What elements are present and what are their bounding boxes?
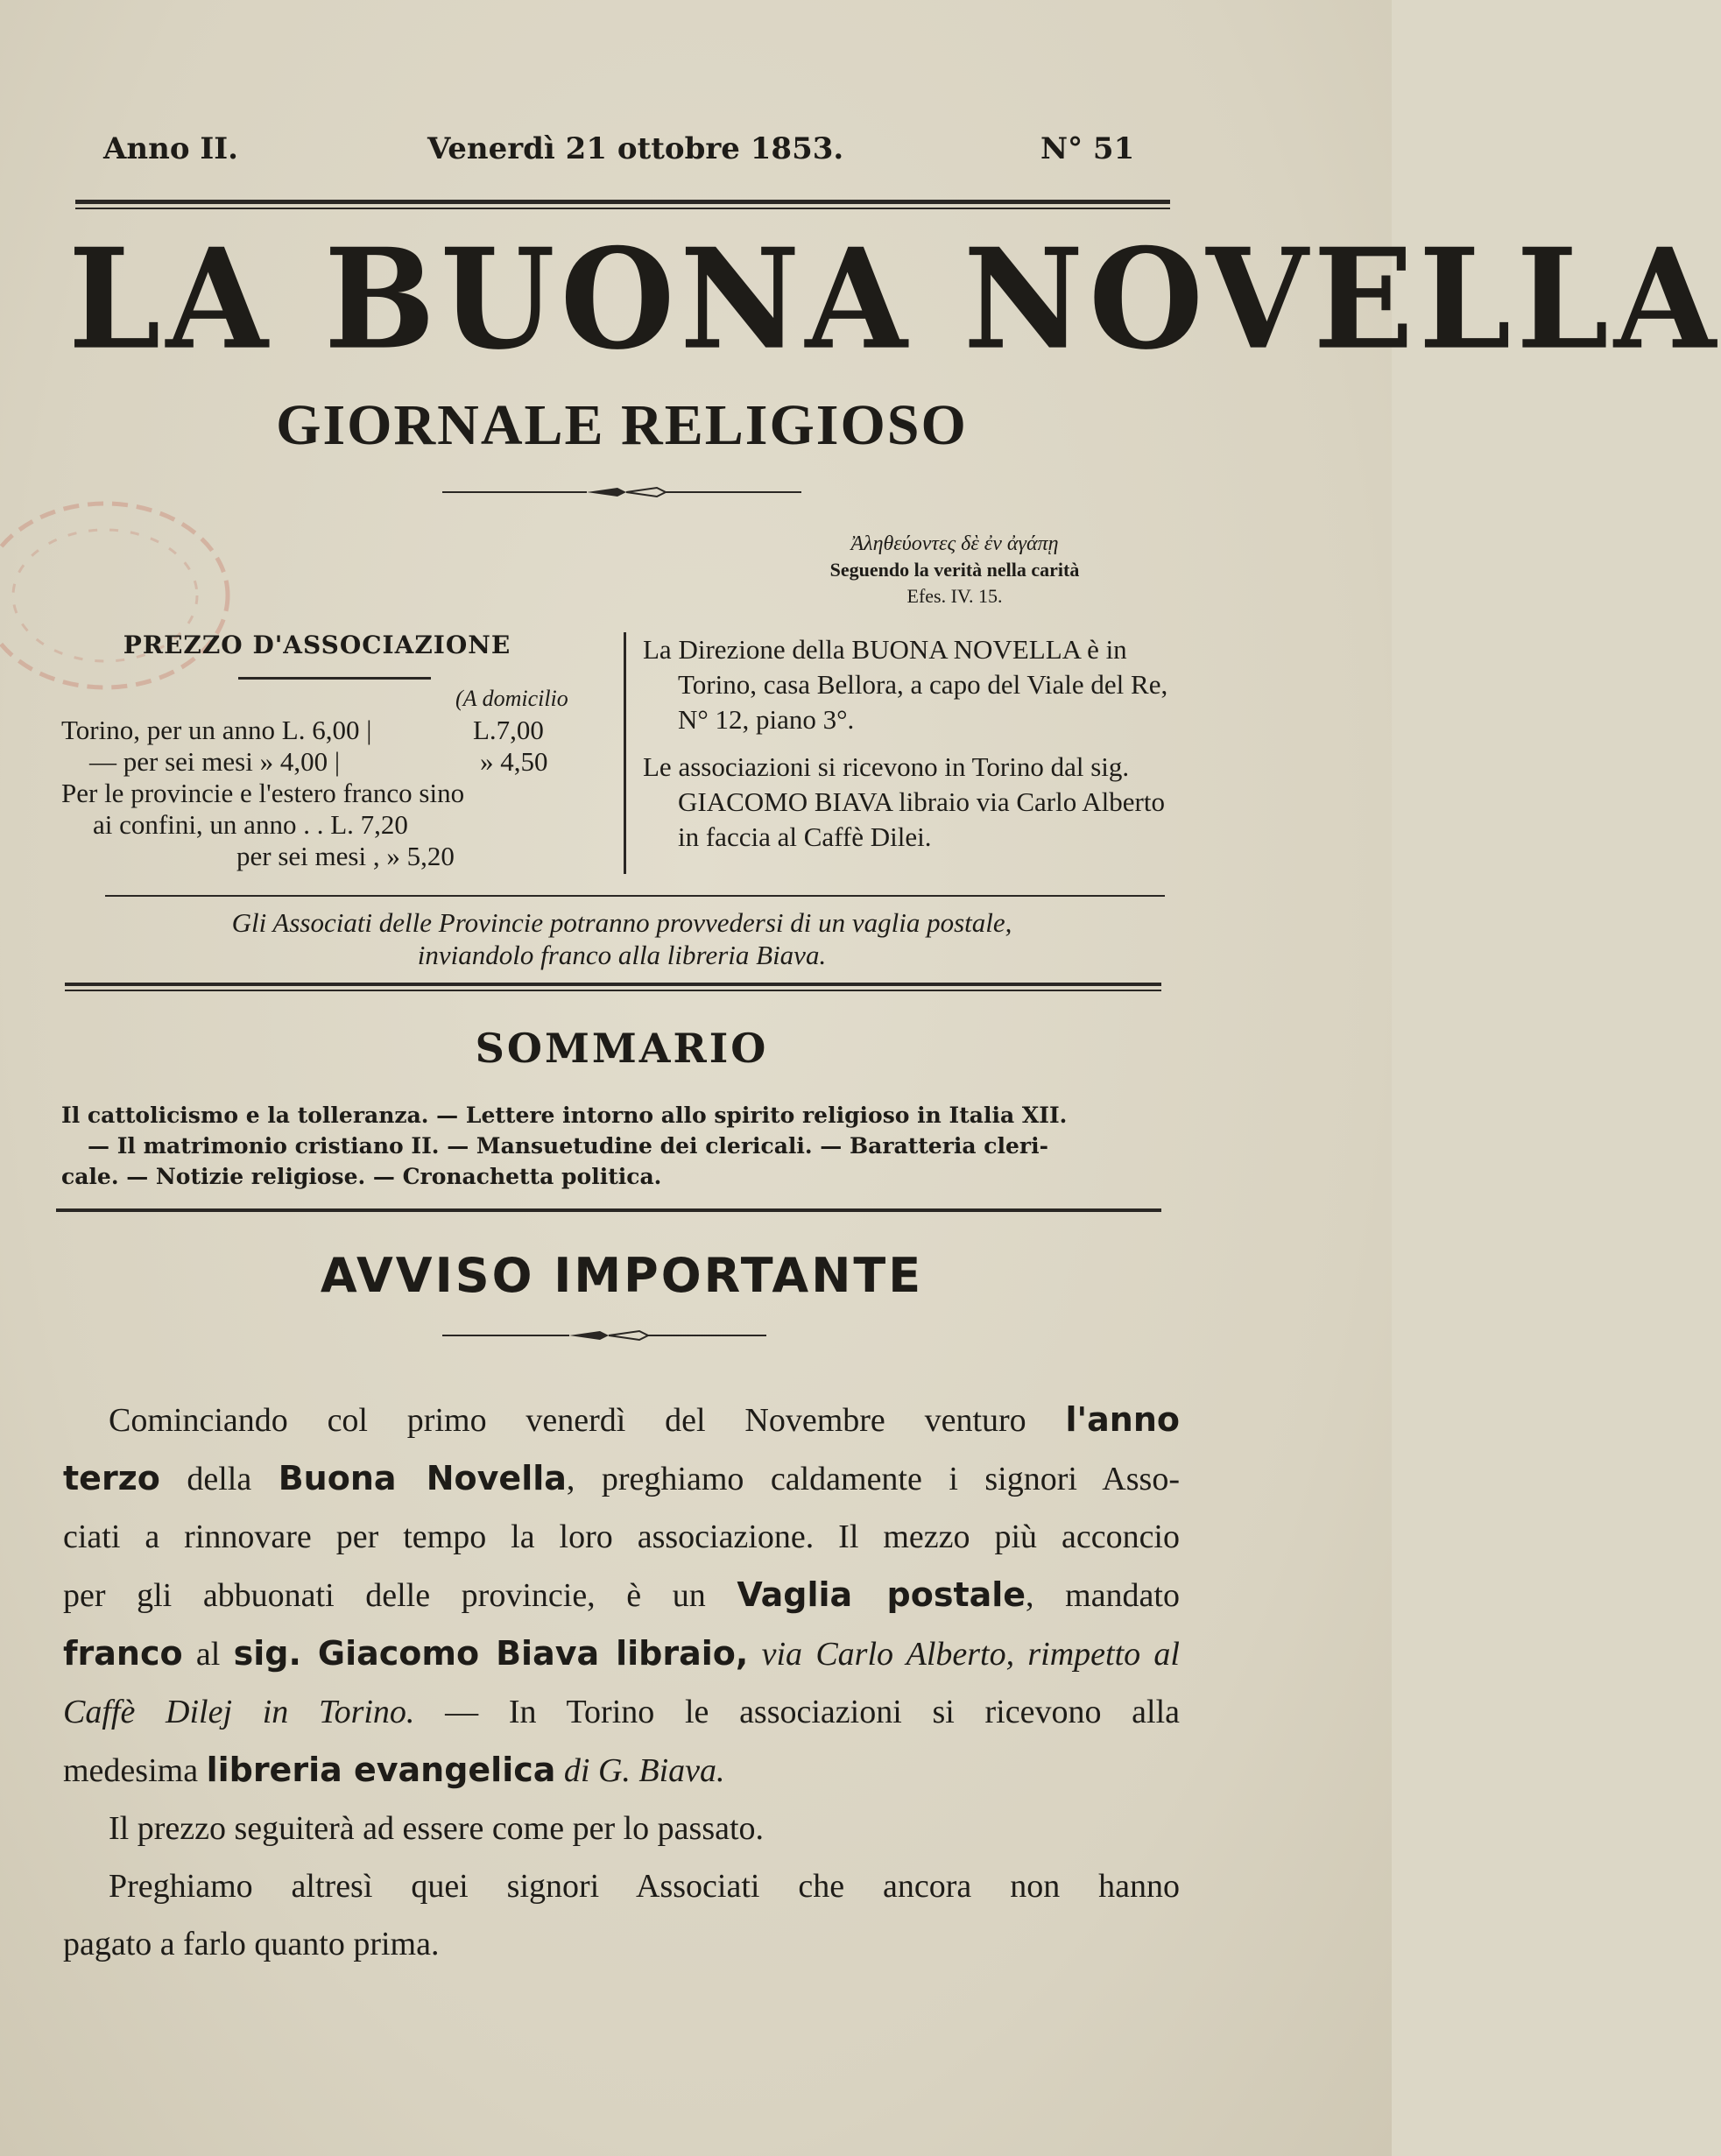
avviso-line4: [63, 1566, 1180, 1624]
prezzo-row3: Per le provincie e l'estero franco sino: [61, 778, 465, 808]
subscriber-note-line1: Gli Associati delle Provincie potranno provvedersi di un vaglia postale,: [231, 907, 1012, 938]
prezzo-table: [61, 683, 604, 872]
avviso-body: [63, 1391, 1180, 1973]
prezzo-title-rule: [238, 677, 431, 680]
avviso-line1: [63, 1391, 1180, 1449]
sommario-rule-thick: [65, 983, 1161, 986]
column-divider: [624, 632, 626, 874]
sommario-line2: — Il matrimonio cristiano II. — Mansuetudine dei clericali. — Baratteria cleri-: [88, 1133, 1048, 1159]
avviso-text: — In Torino le associazioni si ricevono alla: [414, 1694, 1180, 1730]
note-rule-top: [105, 895, 1165, 897]
avviso-text: medesima: [63, 1752, 207, 1789]
avviso-text: Cominciando col primo venerdì del Novembre venturo: [109, 1402, 1066, 1439]
top-rule-thin: [75, 208, 1170, 209]
avviso-line10: pagato a farlo quanto prima.: [63, 1926, 440, 1962]
top-rule-thick: [75, 200, 1170, 204]
prezzo-domicilio: (A domicilio: [455, 686, 568, 711]
ornament-divider: [438, 483, 806, 501]
masthead-title: LA BUONA NOVELLA: [68, 218, 1721, 381]
masthead-subtitle: GIORNALE RELIGIOSO: [276, 393, 968, 457]
avviso-emphasis: l'anno: [1065, 1400, 1180, 1439]
direzione-subscriptions: Le associazioni si ricevono in Torino dal sig. GIACOMO BIAVA libraio via Carlo Alberto in faccia al Caffè Dilei.: [643, 751, 1165, 852]
subscriber-note-line2: inviandolo franco alla libreria Biava.: [417, 940, 827, 970]
avviso-text: al: [182, 1636, 234, 1673]
sommario-line3: cale. — Notizie religiose. — Cronachetta politica.: [61, 1164, 662, 1189]
direzione-block: [643, 632, 1186, 867]
avviso-line2: [63, 1449, 1180, 1508]
avviso-emphasis: libreria evangelica: [206, 1751, 556, 1789]
motto: [771, 531, 1139, 609]
avviso-emphasis: terzo: [63, 1459, 160, 1497]
avviso-italic: di G. Biava.: [555, 1752, 725, 1789]
avviso-emphasis: sig. Giacomo Biava libraio,: [233, 1634, 749, 1673]
prezzo-row4: ai confini, un anno . . L. 7,20: [93, 809, 408, 840]
sommario-line1: Il cattolicismo e la tolleranza. — Lettere intorno allo spirito religioso in Italia XII.: [61, 1103, 1068, 1128]
avviso-italic: Caffè Dilej in Torino.: [63, 1694, 415, 1730]
sommario-contents: [61, 1100, 1174, 1192]
motto-greek: Ἀληθεύοντες δὲ ἐν ἀγάπῃ: [850, 532, 1059, 555]
avviso-line7: [63, 1741, 1180, 1800]
avviso-text: della: [159, 1461, 279, 1497]
avviso-title: AVVISO IMPORTANTE: [320, 1248, 924, 1303]
year-label: Anno II.: [103, 131, 238, 166]
avviso-line6: [63, 1683, 1180, 1741]
subscriber-note: [79, 906, 1165, 971]
prezzo-row2: — per sei mesi » 4,00 |: [89, 746, 341, 777]
issue-number: N° 51: [1040, 131, 1135, 166]
prezzo-row2-dom: » 4,50: [480, 746, 548, 777]
sommario-title: SOMMARIO: [475, 1025, 769, 1072]
sommario-rule-thin: [65, 990, 1161, 991]
issue-date: Venerdì 21 ottobre 1853.: [427, 131, 844, 166]
prezzo-row5: per sei mesi , » 5,20: [236, 841, 455, 871]
avviso-line5: [63, 1624, 1180, 1683]
avviso-line8: Il prezzo seguiterà ad essere come per lo passato.: [109, 1810, 765, 1847]
dateline: [103, 131, 1146, 184]
avviso-emphasis: franco: [63, 1634, 183, 1673]
avviso-ornament: [438, 1327, 771, 1344]
prezzo-row1-dom: L.7,00: [473, 715, 544, 745]
avviso-text: , preghiamo caldamente i signori Asso-: [566, 1461, 1180, 1497]
prezzo-title: PREZZO D'ASSOCIAZIONE: [123, 631, 511, 659]
motto-reference: Efes. IV. 15.: [906, 585, 1003, 607]
direzione-address: La Direzione della BUONA NOVELLA è in Torino, casa Bellora, a capo del Viale del Re, N° 12, piano 3°.: [643, 634, 1168, 735]
avviso-italic: via Carlo Alberto, rimpetto al: [748, 1636, 1180, 1673]
avviso-emphasis: Vaglia postale: [737, 1575, 1026, 1614]
avviso-line3: ciati a rinnovare per tempo la loro associazione. Il mezzo più acconcio: [63, 1518, 1180, 1555]
prezzo-row1: Torino, per un anno L. 6,00 |: [61, 715, 372, 745]
motto-italian: Seguendo la verità nella carità: [829, 559, 1080, 581]
avviso-text: per gli abbuonati delle provincie, è un: [63, 1577, 737, 1614]
avviso-text: , mandato: [1026, 1577, 1180, 1614]
avviso-rule-top: [56, 1208, 1161, 1212]
avviso-line9: Preghiamo altresì quei signori Associati che ancora non hanno: [109, 1868, 1180, 1905]
avviso-emphasis: Buona Novella: [278, 1459, 567, 1497]
